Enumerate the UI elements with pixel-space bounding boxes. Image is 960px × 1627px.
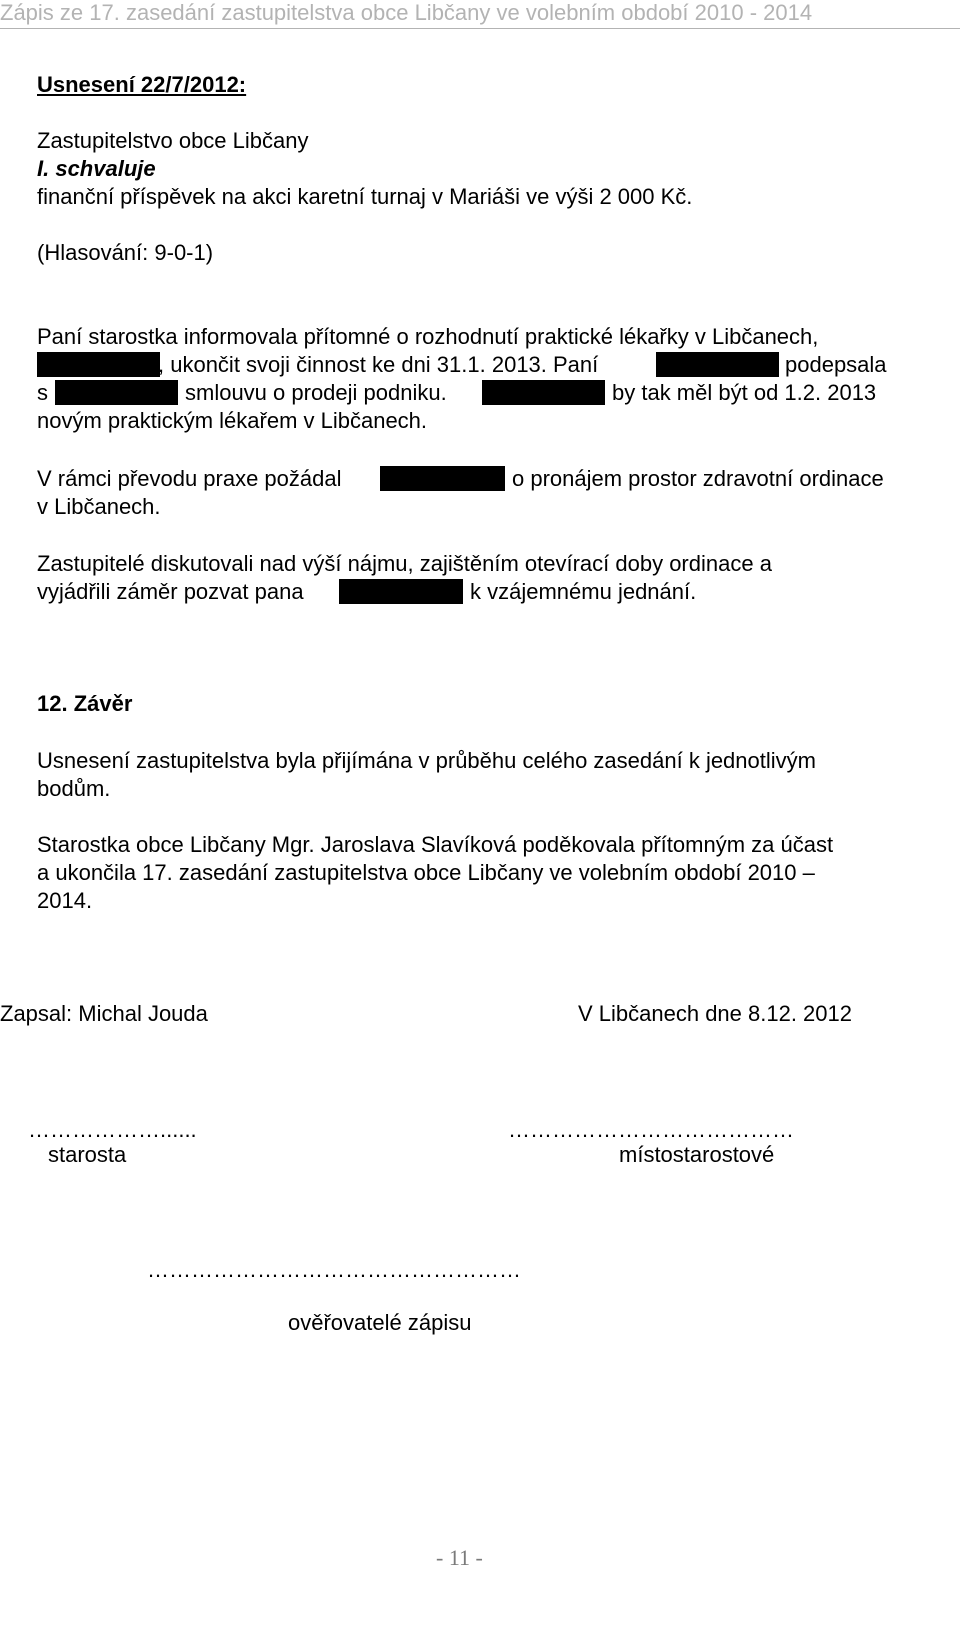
doctor-paragraph-line3-end: by tak měl být od 1.2. 2013 bbox=[612, 380, 877, 405]
place-and-date: V Libčanech dne 8.12. 2012 bbox=[578, 1001, 853, 1026]
transfer-paragraph-line2: v Libčanech. bbox=[37, 494, 161, 519]
discussion-paragraph-line2-start: vyjádřili záměr pozvat pana bbox=[37, 579, 304, 604]
conclusion-paragraph2-line1: Starostka obce Libčany Mgr. Jaroslava Slavíková poděkovala přítomným za účast bbox=[37, 832, 834, 857]
resolution-text: finanční příspěvek na akci karetní turnaj v Mariáši ve výši 2 000 Kč. bbox=[37, 184, 693, 209]
doctor-paragraph-line2: , ukončit svoji činnost ke dni 31.1. 2013. Paní bbox=[158, 352, 599, 377]
page-number: - 11 - bbox=[436, 1545, 483, 1570]
redaction-block bbox=[656, 352, 779, 377]
discussion-paragraph-line1: Zastupitelé diskutovali nad výší nájmu, zajištěním otevírací doby ordinace a bbox=[37, 551, 772, 576]
transfer-paragraph-line1-end: o pronájem prostor zdravotní ordinace bbox=[512, 466, 884, 491]
transfer-paragraph-line1-start: V rámci převodu praxe požádal bbox=[37, 466, 342, 491]
redaction-block bbox=[380, 466, 505, 491]
signature-line-deputies: ………………………………… bbox=[508, 1117, 794, 1142]
resolution-point: I. schvaluje bbox=[37, 156, 156, 181]
redaction-block bbox=[482, 380, 605, 405]
document-header: Zápis ze 17. zasedání zastupitelstva obce Libčany ve volebním období 2010 - 2014 bbox=[0, 0, 813, 25]
doctor-paragraph-line1: Paní starostka informovala přítomné o rozhodnutí praktické lékařky v Libčanech, bbox=[37, 324, 819, 349]
doctor-paragraph-line4: novým praktickým lékařem v Libčanech. bbox=[37, 408, 428, 433]
resolution-vote: (Hlasování: 9-0-1) bbox=[37, 240, 214, 265]
deputy-label: místostarostové bbox=[619, 1142, 775, 1167]
conclusion-paragraph1-line1: Usnesení zastupitelstva byla přijímána v průběhu celého zasedání k jednotlivým bbox=[37, 748, 816, 773]
redaction-block bbox=[339, 579, 463, 604]
doctor-paragraph-line3-mid: smlouvu o prodeji podniku. bbox=[185, 380, 447, 405]
resolution-intro: Zastupitelstvo obce Libčany bbox=[37, 128, 309, 153]
conclusion-paragraph2-line3: 2014. bbox=[37, 888, 93, 913]
signature-line-verifiers: …………………………………………… bbox=[147, 1257, 521, 1282]
conclusion-heading: 12. Závěr bbox=[37, 691, 133, 716]
redaction-block bbox=[55, 380, 178, 405]
header-divider bbox=[0, 28, 960, 29]
conclusion-paragraph1-line2: bodům. bbox=[37, 776, 111, 801]
verifiers-label: ověřovatelé zápisu bbox=[288, 1310, 472, 1335]
recorded-by: Zapsal: Michal Jouda bbox=[0, 1001, 208, 1026]
redaction-block bbox=[37, 352, 160, 377]
signature-line-mayor: ………………...... bbox=[28, 1117, 197, 1142]
conclusion-paragraph2-line2: a ukončila 17. zasedání zastupitelstva obce Libčany ve volebním období 2010 – bbox=[37, 860, 815, 885]
doctor-paragraph-line2-end: podepsala bbox=[785, 352, 887, 377]
resolution-heading: Usnesení 22/7/2012: bbox=[37, 72, 247, 97]
mayor-label: starosta bbox=[48, 1142, 127, 1167]
discussion-paragraph-line2-end: k vzájemnému jednání. bbox=[470, 579, 697, 604]
doctor-paragraph-line3-start: s bbox=[37, 380, 48, 405]
